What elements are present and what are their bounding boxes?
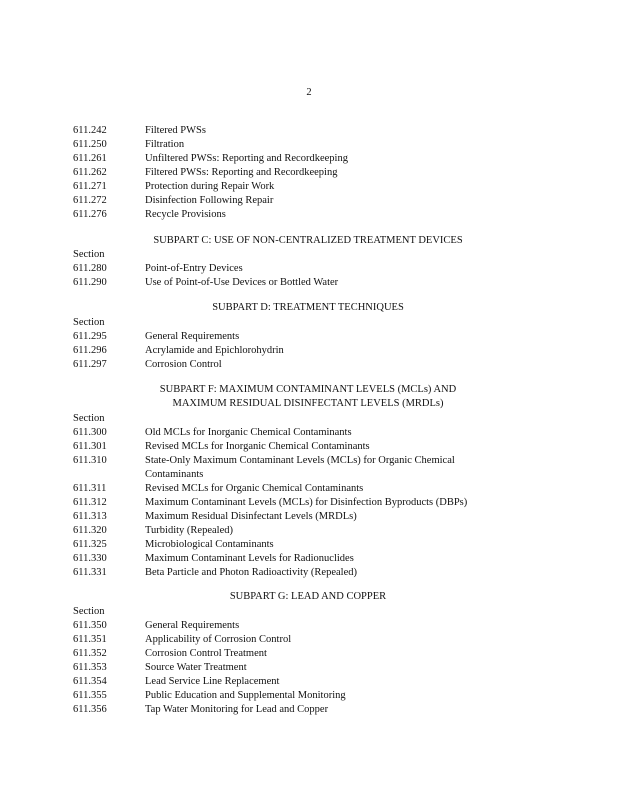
section-number: 611.272 (73, 195, 107, 206)
section-number: 611.330 (73, 553, 107, 564)
section-label: Section (73, 317, 105, 328)
list-item (73, 647, 553, 661)
section-title: Maximum Residual Disinfectant Levels (MRDLs) (145, 511, 357, 522)
subpart-g (73, 590, 553, 717)
subpart-heading: SUBPART C: USE OF NON-CENTRALIZED TREATMENT DEVICES (153, 235, 463, 246)
section-number: 611.354 (73, 676, 107, 687)
section-label: Section (73, 413, 105, 424)
list-item (73, 552, 553, 566)
section-number: 611.261 (73, 153, 107, 164)
section-title: Disinfection Following Repair (145, 195, 274, 206)
section-number: 611.355 (73, 690, 107, 701)
section-title: Use of Point-of-Use Devices or Bottled Water (145, 277, 339, 288)
section-title: Protection during Repair Work (145, 181, 275, 192)
list-item (73, 262, 553, 276)
section-title: Maximum Contaminant Levels (MCLs) for Disinfection Byproducts (DBPs) (145, 497, 468, 508)
section-title: Old MCLs for Inorganic Chemical Contaminants (145, 427, 352, 438)
subpart-heading: SUBPART G: LEAD AND COPPER (229, 591, 387, 602)
list-item (73, 166, 553, 180)
section-number: 611.350 (73, 620, 107, 631)
section-title: State-Only Maximum Contaminant Levels (MCLs) for Organic Chemical (145, 455, 455, 466)
section-title: General Requirements (145, 331, 240, 342)
section-title-continuation: Contaminants (145, 469, 204, 480)
list-item (73, 180, 553, 194)
list-item (73, 675, 553, 689)
page-number: 2 (306, 87, 312, 98)
section-number: 611.276 (73, 209, 107, 220)
list-item (73, 482, 553, 496)
section-number: 611.290 (73, 277, 107, 288)
subpart-d (73, 301, 553, 372)
subpart-heading: SUBPART D: TREATMENT TECHNIQUES (212, 302, 404, 313)
section-number: 611.242 (73, 125, 107, 136)
list-item (73, 426, 553, 440)
list-item (73, 138, 553, 152)
section-title: Unfiltered PWSs: Reporting and Recordkeeping (145, 153, 348, 164)
list-item (73, 633, 553, 647)
section-title: Corrosion Control Treatment (145, 648, 267, 659)
top-entries-list (73, 124, 553, 222)
section-title: Microbiological Contaminants (145, 539, 274, 550)
section-number: 611.331 (73, 567, 107, 578)
section-number: 611.311 (73, 483, 107, 494)
section-number: 611.320 (73, 525, 107, 536)
section-number: 611.353 (73, 662, 107, 673)
list-item (73, 152, 553, 166)
section-title: General Requirements (145, 620, 240, 631)
section-title: Beta Particle and Photon Radioactivity (Repealed) (145, 567, 357, 578)
section-title: Revised MCLs for Organic Chemical Contaminants (145, 483, 364, 494)
section-label: Section (73, 249, 105, 260)
list-item (73, 566, 553, 580)
section-title: Corrosion Control (145, 359, 222, 370)
section-number: 611.295 (73, 331, 107, 342)
section-title: Revised MCLs for Inorganic Chemical Contaminants (145, 441, 370, 452)
section-label: Section (73, 606, 105, 617)
section-number: 611.310 (73, 455, 107, 466)
section-number: 611.280 (73, 263, 107, 274)
section-title: Applicability of Corrosion Control (145, 634, 292, 645)
section-number: 611.356 (73, 704, 107, 715)
section-title: Turbidity (Repealed) (145, 525, 233, 536)
list-item (73, 276, 553, 290)
list-item (73, 454, 553, 468)
section-number: 611.250 (73, 139, 107, 150)
list-item (73, 194, 553, 208)
section-number: 611.312 (73, 497, 107, 508)
section-number: 611.262 (73, 167, 107, 178)
subpart-heading: SUBPART F: MAXIMUM CONTAMINANT LEVELS (MCLs) AND (159, 384, 457, 395)
list-item (73, 689, 553, 703)
section-number: 611.296 (73, 345, 107, 356)
section-title: Point-of-Entry Devices (145, 263, 243, 274)
list-item (73, 440, 553, 454)
subpart-c (73, 234, 553, 290)
list-item (73, 661, 553, 675)
section-number: 611.325 (73, 539, 107, 550)
section-number: 611.313 (73, 511, 107, 522)
section-number: 611.271 (73, 181, 107, 192)
section-number: 611.297 (73, 359, 107, 370)
section-title: Filtered PWSs (145, 125, 206, 136)
section-title: Lead Service Line Replacement (145, 676, 280, 687)
list-item (73, 510, 553, 524)
section-number: 611.351 (73, 634, 107, 645)
subpart-f (73, 383, 553, 580)
section-title: Source Water Treatment (145, 662, 247, 673)
section-title: Filtration (145, 139, 185, 150)
list-item (73, 344, 553, 358)
list-item (73, 538, 553, 552)
list-item (73, 619, 553, 633)
section-number: 611.300 (73, 427, 107, 438)
section-title: Public Education and Supplemental Monitoring (145, 690, 346, 701)
list-item (73, 496, 553, 510)
list-item (73, 124, 553, 138)
section-title: Recycle Provisions (145, 209, 226, 220)
list-item (73, 703, 553, 717)
list-item-continuation (73, 468, 553, 482)
section-title: Filtered PWSs: Reporting and Recordkeeping (145, 167, 338, 178)
section-number: 611.301 (73, 441, 107, 452)
list-item (73, 524, 553, 538)
list-item (73, 358, 553, 372)
list-item (73, 208, 553, 222)
section-title: Acrylamide and Epichlorohydrin (145, 345, 284, 356)
list-item (73, 330, 553, 344)
section-title: Maximum Contaminant Levels for Radionuclides (145, 553, 354, 564)
subpart-heading-line2: MAXIMUM RESIDUAL DISINFECTANT LEVELS (MRDLs) (172, 398, 444, 409)
section-number: 611.352 (73, 648, 107, 659)
section-title: Tap Water Monitoring for Lead and Copper (145, 704, 329, 715)
